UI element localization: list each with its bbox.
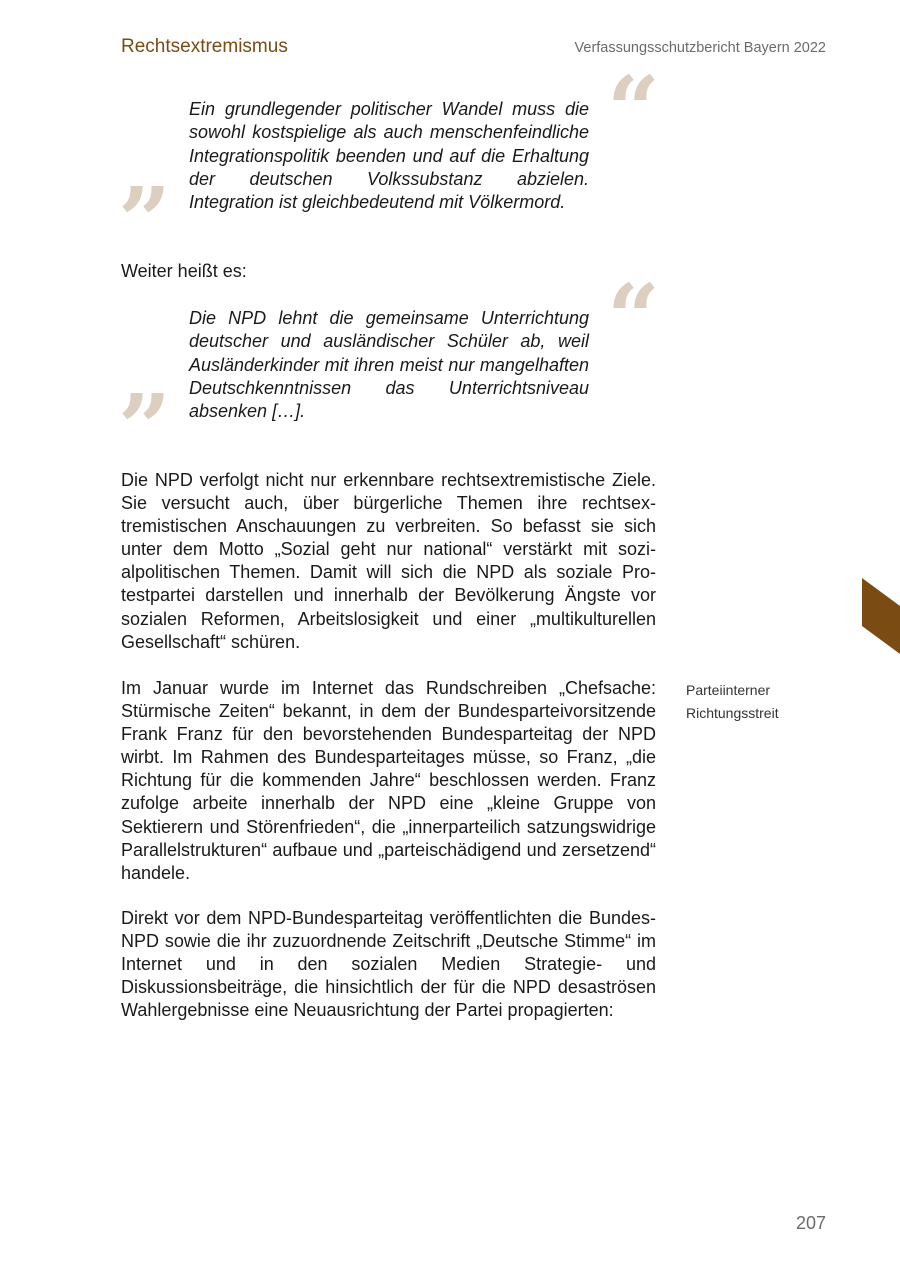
margin-note xyxy=(686,679,826,725)
body-paragraph: Die NPD verfolgt nicht nur erkennbare rechtsextremistische Ziele. Sie versucht auch, über bürgerliche Themen ihre rechtsextremistischen Anschauungen zu verbreiten. So befasst sie sich unter dem Motto „Sozial geht nur national“ verstärkt mit sozialpolitischen Themen. Damit will sich die NPD als soziale Protestpartei darstellen und innerhalb der Bevölkerung Ängste vor sozialen Reformen, Arbeitslosigkeit und einer „multikulturellen Gesellschaft“ schüren. xyxy=(121,470,656,652)
quote-block: Die NPD lehnt die gemeinsame Unterrichtung deutscher und ausländischer Schüler ab, weil Ausländerkinder mit ihren meist nur mangelhaften Deutschkenntnissen das Unterrichtsniveau absenken […]. xyxy=(189,308,589,422)
body-paragraph: Direkt vor dem NPD-Bundesparteitag veröffentlichten die Bundes-NPD sowie die ihr zuzuordnende Zeitschrift „Deutsche Stimme“ im Internet und in den sozialen Medien Strategie- und Diskussionsbeiträge, die hinsichtlich der für die NPD desaströsen Wahlergebnisse eine Neuausrichtung der Partei propagierten: xyxy=(121,908,656,1021)
page-number: 207 xyxy=(795,1213,826,1233)
quote-block: Ein grundlegender politischer Wandel muss die sowohl kostspielige als auch menschenfeindliche Integrationspolitik beenden und auf die Erhaltung der deutschen Volkssubstanz abzielen. Integration ist gleichbedeutend mit Völkermord. xyxy=(189,99,589,213)
section-title: Rechtsextremismus xyxy=(121,36,288,57)
opening-quote-icon: “ xyxy=(607,56,660,164)
body-paragraph: Im Januar wurde im Internet das Rundschreiben „Chefsache: Stürmische Zeiten“ bekannt, in dem der Bundesparteivorsitzende Frank Franz für den bevorstehenden Bundesparteitag der NPD wirbt. Im Rahmen des Bundesparteitages müsse, so Franz, „die Richtung für die kommenden Jahre“ beschlossen werden. Franz zufolge arbeite innerhalb der NPD eine „kleine Gruppe von Sektierern und Störenfrieden“, die „innerparteilich satzungswidrige Parallelstrukturen“ aufbaue und „parteischädigend und zersetzend“ handele. xyxy=(121,678,656,883)
intro-text: Weiter heißt es: xyxy=(121,261,247,281)
publication-title: Verfassungsschutzbericht Bayern 2022 xyxy=(574,40,826,56)
opening-quote-icon: “ xyxy=(607,264,660,372)
closing-quote-icon: ” xyxy=(118,167,171,275)
margin-note-line: Parteiinterner xyxy=(686,682,771,698)
chapter-tab-marker xyxy=(862,578,900,654)
margin-note-line: Richtungsstreit xyxy=(686,705,779,721)
closing-quote-icon: ” xyxy=(118,374,171,482)
